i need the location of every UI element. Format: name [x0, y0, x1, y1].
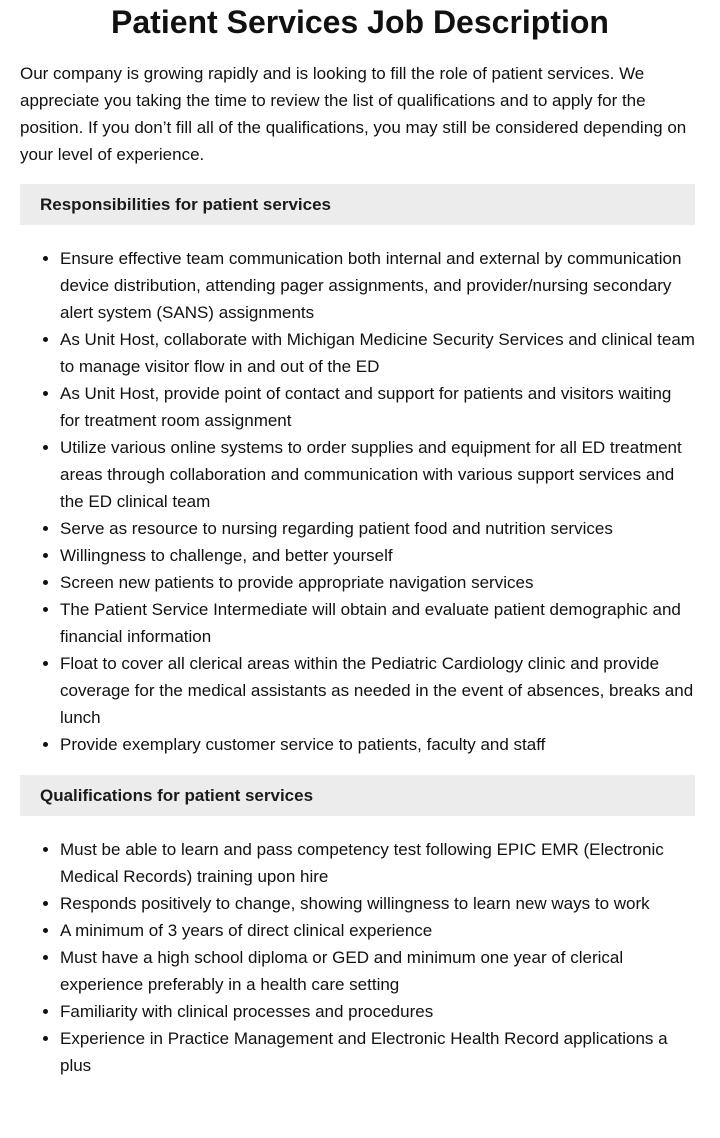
- responsibilities-heading: Responsibilities for patient services: [20, 184, 695, 225]
- intro-paragraph: Our company is growing rapidly and is looking to fill the role of patient services. We appreciate you taking the time to review the list of qualifications and to apply for the position. If you don’t fill all of the qualifications, you may still be considered depending on your level of experience.: [20, 64, 687, 164]
- responsibilities-list: [20, 245, 695, 758]
- list-item: • As Unit Host, collaborate with Michigan Medicine Security Services and clinical team to manage visitor flow in and out of the ED: [60, 326, 695, 380]
- list-item: • Ensure effective team communication both internal and external by communication device distribution, attending pager assignments, and provider/nursing secondary alert system (SANS) assignments: [60, 245, 695, 326]
- list-item: • Screen new patients to provide appropriate navigation services: [60, 569, 695, 596]
- list-item: • As Unit Host, provide point of contact and support for patients and visitors waiting for treatment room assignment: [60, 380, 695, 434]
- list-item: • Experience in Practice Management and Electronic Health Record applications a plus: [60, 1025, 695, 1079]
- list-item: • Responds positively to change, showing willingness to learn new ways to work: [60, 890, 695, 917]
- qualifications-heading: Qualifications for patient services: [20, 775, 695, 816]
- list-item: • Must have a high school diploma or GED and minimum one year of clerical experience preferably in a health care setting: [60, 944, 695, 998]
- list-item: • Provide exemplary customer service to patients, faculty and staff: [60, 731, 695, 758]
- list-item: • Utilize various online systems to order supplies and equipment for all ED treatment areas through collaboration and communication with various support services and the ED clinical team: [60, 434, 695, 515]
- page-title: Patient Services Job Description: [111, 4, 609, 40]
- list-item: • Willingness to challenge, and better yourself: [60, 542, 695, 569]
- list-item: • The Patient Service Intermediate will obtain and evaluate patient demographic and financial information: [60, 596, 695, 650]
- qualifications-list: [20, 836, 695, 1079]
- list-item: • Float to cover all clerical areas within the Pediatric Cardiology clinic and provide coverage for the medical assistants as needed in the event of absences, breaks and lunch: [60, 650, 695, 731]
- list-item: • Familiarity with clinical processes and procedures: [60, 998, 695, 1025]
- list-item: • Serve as resource to nursing regarding patient food and nutrition services: [60, 515, 695, 542]
- list-item: • Must be able to learn and pass competency test following EPIC EMR (Electronic Medical Records) training upon hire: [60, 836, 695, 890]
- list-item: • A minimum of 3 years of direct clinical experience: [60, 917, 695, 944]
